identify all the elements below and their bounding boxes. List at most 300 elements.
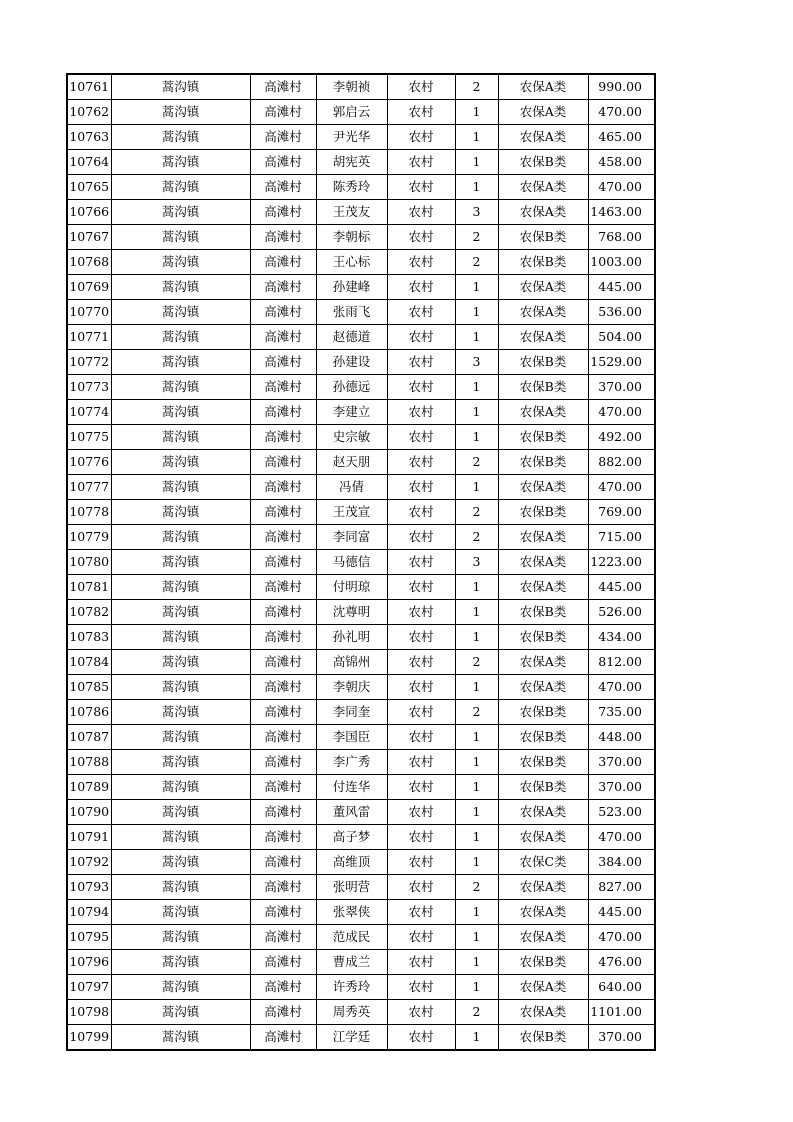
village-cell: 高滩村 (250, 1000, 316, 1025)
record-id-cell: 10763 (67, 125, 111, 150)
record-id-cell: 10793 (67, 875, 111, 900)
name-cell: 尹光华 (316, 125, 387, 150)
insurance-category-cell: 农保A类 (498, 100, 588, 125)
town-cell: 蒿沟镇 (111, 575, 250, 600)
table-row (67, 1025, 655, 1051)
insurance-category-cell: 农保A类 (498, 825, 588, 850)
town-cell: 蒿沟镇 (111, 725, 250, 750)
household-type-cell: 农村 (387, 725, 455, 750)
name-cell: 孙德远 (316, 375, 387, 400)
record-id-cell: 10780 (67, 550, 111, 575)
town-cell: 蒿沟镇 (111, 750, 250, 775)
village-cell: 高滩村 (250, 400, 316, 425)
table-row (67, 200, 655, 225)
town-cell: 蒿沟镇 (111, 225, 250, 250)
household-type-cell: 农村 (387, 525, 455, 550)
village-cell: 高滩村 (250, 850, 316, 875)
amount-cell: 370.00 (588, 1025, 655, 1051)
record-id-cell: 10790 (67, 800, 111, 825)
amount-cell: 492.00 (588, 425, 655, 450)
member-count-cell: 1 (455, 825, 498, 850)
town-cell: 蒿沟镇 (111, 625, 250, 650)
member-count-cell: 2 (455, 74, 498, 100)
amount-cell: 465.00 (588, 125, 655, 150)
name-cell: 李朝庆 (316, 675, 387, 700)
village-cell: 高滩村 (250, 300, 316, 325)
household-type-cell: 农村 (387, 700, 455, 725)
record-id-cell: 10798 (67, 1000, 111, 1025)
town-cell: 蒿沟镇 (111, 425, 250, 450)
insurance-category-cell: 农保B类 (498, 725, 588, 750)
beneficiary-table (66, 73, 656, 1051)
table-row (67, 775, 655, 800)
table-row (67, 625, 655, 650)
name-cell: 张翠侠 (316, 900, 387, 925)
table-row (67, 875, 655, 900)
record-id-cell: 10764 (67, 150, 111, 175)
town-cell: 蒿沟镇 (111, 850, 250, 875)
village-cell: 高滩村 (250, 250, 316, 275)
amount-cell: 1101.00 (588, 1000, 655, 1025)
household-type-cell: 农村 (387, 475, 455, 500)
record-id-cell: 10791 (67, 825, 111, 850)
village-cell: 高滩村 (250, 550, 316, 575)
town-cell: 蒿沟镇 (111, 650, 250, 675)
record-id-cell: 10767 (67, 225, 111, 250)
insurance-category-cell: 农保B类 (498, 375, 588, 400)
amount-cell: 812.00 (588, 650, 655, 675)
town-cell: 蒿沟镇 (111, 775, 250, 800)
table-row (67, 175, 655, 200)
amount-cell: 384.00 (588, 850, 655, 875)
member-count-cell: 3 (455, 550, 498, 575)
member-count-cell: 1 (455, 950, 498, 975)
town-cell: 蒿沟镇 (111, 125, 250, 150)
amount-cell: 448.00 (588, 725, 655, 750)
amount-cell: 445.00 (588, 575, 655, 600)
village-cell: 高滩村 (250, 575, 316, 600)
record-id-cell: 10773 (67, 375, 111, 400)
table-row (67, 750, 655, 775)
member-count-cell: 1 (455, 275, 498, 300)
member-count-cell: 1 (455, 475, 498, 500)
amount-cell: 470.00 (588, 825, 655, 850)
insurance-category-cell: 农保A类 (498, 900, 588, 925)
name-cell: 王茂宣 (316, 500, 387, 525)
insurance-category-cell: 农保B类 (498, 450, 588, 475)
household-type-cell: 农村 (387, 275, 455, 300)
table-row (67, 825, 655, 850)
member-count-cell: 1 (455, 575, 498, 600)
name-cell: 高锦州 (316, 650, 387, 675)
insurance-category-cell: 农保B类 (498, 1025, 588, 1051)
insurance-category-cell: 农保A类 (498, 975, 588, 1000)
insurance-category-cell: 农保B类 (498, 150, 588, 175)
amount-cell: 470.00 (588, 175, 655, 200)
amount-cell: 1223.00 (588, 550, 655, 575)
name-cell: 许秀玲 (316, 975, 387, 1000)
member-count-cell: 1 (455, 400, 498, 425)
table-row (67, 650, 655, 675)
household-type-cell: 农村 (387, 750, 455, 775)
member-count-cell: 1 (455, 625, 498, 650)
amount-cell: 990.00 (588, 74, 655, 100)
member-count-cell: 1 (455, 925, 498, 950)
household-type-cell: 农村 (387, 450, 455, 475)
village-cell: 高滩村 (250, 775, 316, 800)
insurance-category-cell: 农保A类 (498, 125, 588, 150)
amount-cell: 640.00 (588, 975, 655, 1000)
amount-cell: 1529.00 (588, 350, 655, 375)
insurance-category-cell: 农保B类 (498, 775, 588, 800)
member-count-cell: 3 (455, 200, 498, 225)
member-count-cell: 2 (455, 500, 498, 525)
record-id-cell: 10786 (67, 700, 111, 725)
amount-cell: 536.00 (588, 300, 655, 325)
record-id-cell: 10769 (67, 275, 111, 300)
record-id-cell: 10771 (67, 325, 111, 350)
insurance-category-cell: 农保B类 (498, 250, 588, 275)
insurance-category-cell: 农保A类 (498, 1000, 588, 1025)
member-count-cell: 2 (455, 250, 498, 275)
village-cell: 高滩村 (250, 700, 316, 725)
name-cell: 李建立 (316, 400, 387, 425)
town-cell: 蒿沟镇 (111, 350, 250, 375)
household-type-cell: 农村 (387, 875, 455, 900)
insurance-category-cell: 农保C类 (498, 850, 588, 875)
member-count-cell: 1 (455, 125, 498, 150)
household-type-cell: 农村 (387, 400, 455, 425)
insurance-category-cell: 农保B类 (498, 750, 588, 775)
insurance-category-cell: 农保A类 (498, 74, 588, 100)
record-id-cell: 10784 (67, 650, 111, 675)
name-cell: 高维顶 (316, 850, 387, 875)
member-count-cell: 1 (455, 325, 498, 350)
insurance-category-cell: 农保A类 (498, 300, 588, 325)
household-type-cell: 农村 (387, 900, 455, 925)
village-cell: 高滩村 (250, 925, 316, 950)
name-cell: 董风雷 (316, 800, 387, 825)
record-id-cell: 10799 (67, 1025, 111, 1051)
record-id-cell: 10774 (67, 400, 111, 425)
town-cell: 蒿沟镇 (111, 300, 250, 325)
amount-cell: 715.00 (588, 525, 655, 550)
village-cell: 高滩村 (250, 800, 316, 825)
table-row (67, 700, 655, 725)
household-type-cell: 农村 (387, 200, 455, 225)
amount-cell: 445.00 (588, 900, 655, 925)
town-cell: 蒿沟镇 (111, 150, 250, 175)
member-count-cell: 1 (455, 675, 498, 700)
village-cell: 高滩村 (250, 725, 316, 750)
table-row (67, 525, 655, 550)
amount-cell: 523.00 (588, 800, 655, 825)
town-cell: 蒿沟镇 (111, 550, 250, 575)
village-cell: 高滩村 (250, 625, 316, 650)
village-cell: 高滩村 (250, 875, 316, 900)
insurance-category-cell: 农保B类 (498, 225, 588, 250)
member-count-cell: 2 (455, 650, 498, 675)
household-type-cell: 农村 (387, 625, 455, 650)
household-type-cell: 农村 (387, 100, 455, 125)
amount-cell: 476.00 (588, 950, 655, 975)
village-cell: 高滩村 (250, 225, 316, 250)
table-row (67, 725, 655, 750)
insurance-category-cell: 农保A类 (498, 675, 588, 700)
household-type-cell: 农村 (387, 800, 455, 825)
household-type-cell: 农村 (387, 575, 455, 600)
table-row (67, 550, 655, 575)
name-cell: 李同富 (316, 525, 387, 550)
table-row (67, 575, 655, 600)
household-type-cell: 农村 (387, 1000, 455, 1025)
village-cell: 高滩村 (250, 325, 316, 350)
amount-cell: 434.00 (588, 625, 655, 650)
insurance-category-cell: 农保A类 (498, 550, 588, 575)
household-type-cell: 农村 (387, 675, 455, 700)
name-cell: 陈秀玲 (316, 175, 387, 200)
village-cell: 高滩村 (250, 200, 316, 225)
record-id-cell: 10796 (67, 950, 111, 975)
name-cell: 胡宪英 (316, 150, 387, 175)
insurance-category-cell: 农保A类 (498, 525, 588, 550)
village-cell: 高滩村 (250, 900, 316, 925)
village-cell: 高滩村 (250, 600, 316, 625)
name-cell: 李广秀 (316, 750, 387, 775)
name-cell: 李国臣 (316, 725, 387, 750)
table-row (67, 300, 655, 325)
insurance-category-cell: 农保A类 (498, 175, 588, 200)
village-cell: 高滩村 (250, 475, 316, 500)
village-cell: 高滩村 (250, 100, 316, 125)
record-id-cell: 10782 (67, 600, 111, 625)
name-cell: 张明营 (316, 875, 387, 900)
insurance-category-cell: 农保B类 (498, 350, 588, 375)
household-type-cell: 农村 (387, 150, 455, 175)
town-cell: 蒿沟镇 (111, 900, 250, 925)
village-cell: 高滩村 (250, 74, 316, 100)
table-row (67, 500, 655, 525)
household-type-cell: 农村 (387, 650, 455, 675)
amount-cell: 470.00 (588, 675, 655, 700)
table-row (67, 850, 655, 875)
household-type-cell: 农村 (387, 1025, 455, 1051)
table-row (67, 350, 655, 375)
table-row (67, 800, 655, 825)
insurance-category-cell: 农保A类 (498, 325, 588, 350)
town-cell: 蒿沟镇 (111, 975, 250, 1000)
household-type-cell: 农村 (387, 925, 455, 950)
town-cell: 蒿沟镇 (111, 250, 250, 275)
record-id-cell: 10768 (67, 250, 111, 275)
name-cell: 张雨飞 (316, 300, 387, 325)
member-count-cell: 1 (455, 150, 498, 175)
amount-cell: 1003.00 (588, 250, 655, 275)
village-cell: 高滩村 (250, 750, 316, 775)
record-id-cell: 10787 (67, 725, 111, 750)
record-id-cell: 10783 (67, 625, 111, 650)
insurance-category-cell: 农保B类 (498, 500, 588, 525)
insurance-category-cell: 农保B类 (498, 700, 588, 725)
town-cell: 蒿沟镇 (111, 175, 250, 200)
household-type-cell: 农村 (387, 325, 455, 350)
record-id-cell: 10765 (67, 175, 111, 200)
table-row (67, 100, 655, 125)
village-cell: 高滩村 (250, 375, 316, 400)
village-cell: 高滩村 (250, 175, 316, 200)
name-cell: 郭启云 (316, 100, 387, 125)
household-type-cell: 农村 (387, 125, 455, 150)
town-cell: 蒿沟镇 (111, 800, 250, 825)
town-cell: 蒿沟镇 (111, 825, 250, 850)
table-row (67, 225, 655, 250)
insurance-category-cell: 农保B类 (498, 625, 588, 650)
town-cell: 蒿沟镇 (111, 875, 250, 900)
table-row (67, 74, 655, 100)
amount-cell: 470.00 (588, 925, 655, 950)
record-id-cell: 10797 (67, 975, 111, 1000)
amount-cell: 370.00 (588, 750, 655, 775)
record-id-cell: 10792 (67, 850, 111, 875)
village-cell: 高滩村 (250, 650, 316, 675)
member-count-cell: 1 (455, 100, 498, 125)
table-row (67, 675, 655, 700)
insurance-category-cell: 农保A类 (498, 800, 588, 825)
record-id-cell: 10777 (67, 475, 111, 500)
name-cell: 孙建峰 (316, 275, 387, 300)
household-type-cell: 农村 (387, 500, 455, 525)
name-cell: 赵天朋 (316, 450, 387, 475)
town-cell: 蒿沟镇 (111, 500, 250, 525)
village-cell: 高滩村 (250, 450, 316, 475)
amount-cell: 882.00 (588, 450, 655, 475)
name-cell: 赵德道 (316, 325, 387, 350)
table-row (67, 1000, 655, 1025)
record-id-cell: 10778 (67, 500, 111, 525)
town-cell: 蒿沟镇 (111, 1025, 250, 1051)
record-id-cell: 10776 (67, 450, 111, 475)
insurance-category-cell: 农保A类 (498, 575, 588, 600)
table-row (67, 975, 655, 1000)
insurance-category-cell: 农保A类 (498, 650, 588, 675)
record-id-cell: 10794 (67, 900, 111, 925)
record-id-cell: 10795 (67, 925, 111, 950)
insurance-category-cell: 农保A类 (498, 925, 588, 950)
village-cell: 高滩村 (250, 525, 316, 550)
town-cell: 蒿沟镇 (111, 675, 250, 700)
table-row (67, 900, 655, 925)
insurance-category-cell: 农保A类 (498, 400, 588, 425)
name-cell: 李朝标 (316, 225, 387, 250)
amount-cell: 526.00 (588, 600, 655, 625)
record-id-cell: 10781 (67, 575, 111, 600)
town-cell: 蒿沟镇 (111, 375, 250, 400)
name-cell: 王心标 (316, 250, 387, 275)
member-count-cell: 2 (455, 700, 498, 725)
name-cell: 沈尊明 (316, 600, 387, 625)
town-cell: 蒿沟镇 (111, 600, 250, 625)
table-row (67, 425, 655, 450)
name-cell: 曹成兰 (316, 950, 387, 975)
name-cell: 李朝祯 (316, 74, 387, 100)
village-cell: 高滩村 (250, 950, 316, 975)
amount-cell: 470.00 (588, 100, 655, 125)
town-cell: 蒿沟镇 (111, 400, 250, 425)
household-type-cell: 农村 (387, 425, 455, 450)
record-id-cell: 10775 (67, 425, 111, 450)
town-cell: 蒿沟镇 (111, 100, 250, 125)
record-id-cell: 10785 (67, 675, 111, 700)
member-count-cell: 3 (455, 350, 498, 375)
table-row (67, 400, 655, 425)
table-body (67, 74, 655, 1050)
member-count-cell: 1 (455, 175, 498, 200)
table-row (67, 275, 655, 300)
record-id-cell: 10766 (67, 200, 111, 225)
table-row (67, 325, 655, 350)
name-cell: 孙建设 (316, 350, 387, 375)
member-count-cell: 1 (455, 775, 498, 800)
insurance-category-cell: 农保A类 (498, 200, 588, 225)
name-cell: 冯倩 (316, 475, 387, 500)
amount-cell: 370.00 (588, 775, 655, 800)
amount-cell: 458.00 (588, 150, 655, 175)
village-cell: 高滩村 (250, 825, 316, 850)
amount-cell: 370.00 (588, 375, 655, 400)
village-cell: 高滩村 (250, 500, 316, 525)
household-type-cell: 农村 (387, 600, 455, 625)
table-row (67, 600, 655, 625)
village-cell: 高滩村 (250, 125, 316, 150)
town-cell: 蒿沟镇 (111, 275, 250, 300)
town-cell: 蒿沟镇 (111, 700, 250, 725)
record-id-cell: 10772 (67, 350, 111, 375)
village-cell: 高滩村 (250, 1025, 316, 1051)
name-cell: 李同奎 (316, 700, 387, 725)
town-cell: 蒿沟镇 (111, 950, 250, 975)
insurance-category-cell: 农保A类 (498, 475, 588, 500)
amount-cell: 1463.00 (588, 200, 655, 225)
name-cell: 史宗敏 (316, 425, 387, 450)
household-type-cell: 农村 (387, 550, 455, 575)
table-row (67, 475, 655, 500)
household-type-cell: 农村 (387, 74, 455, 100)
insurance-category-cell: 农保B类 (498, 600, 588, 625)
name-cell: 孙礼明 (316, 625, 387, 650)
name-cell: 付连华 (316, 775, 387, 800)
member-count-cell: 1 (455, 725, 498, 750)
member-count-cell: 1 (455, 900, 498, 925)
town-cell: 蒿沟镇 (111, 475, 250, 500)
household-type-cell: 农村 (387, 225, 455, 250)
town-cell: 蒿沟镇 (111, 325, 250, 350)
member-count-cell: 2 (455, 225, 498, 250)
table-row (67, 125, 655, 150)
name-cell: 周秀英 (316, 1000, 387, 1025)
town-cell: 蒿沟镇 (111, 450, 250, 475)
town-cell: 蒿沟镇 (111, 200, 250, 225)
name-cell: 江学廷 (316, 1025, 387, 1051)
member-count-cell: 2 (455, 525, 498, 550)
household-type-cell: 农村 (387, 850, 455, 875)
record-id-cell: 10761 (67, 74, 111, 100)
town-cell: 蒿沟镇 (111, 525, 250, 550)
member-count-cell: 1 (455, 1025, 498, 1051)
table-row (67, 250, 655, 275)
insurance-category-cell: 农保B类 (498, 950, 588, 975)
table-row (67, 450, 655, 475)
member-count-cell: 1 (455, 850, 498, 875)
